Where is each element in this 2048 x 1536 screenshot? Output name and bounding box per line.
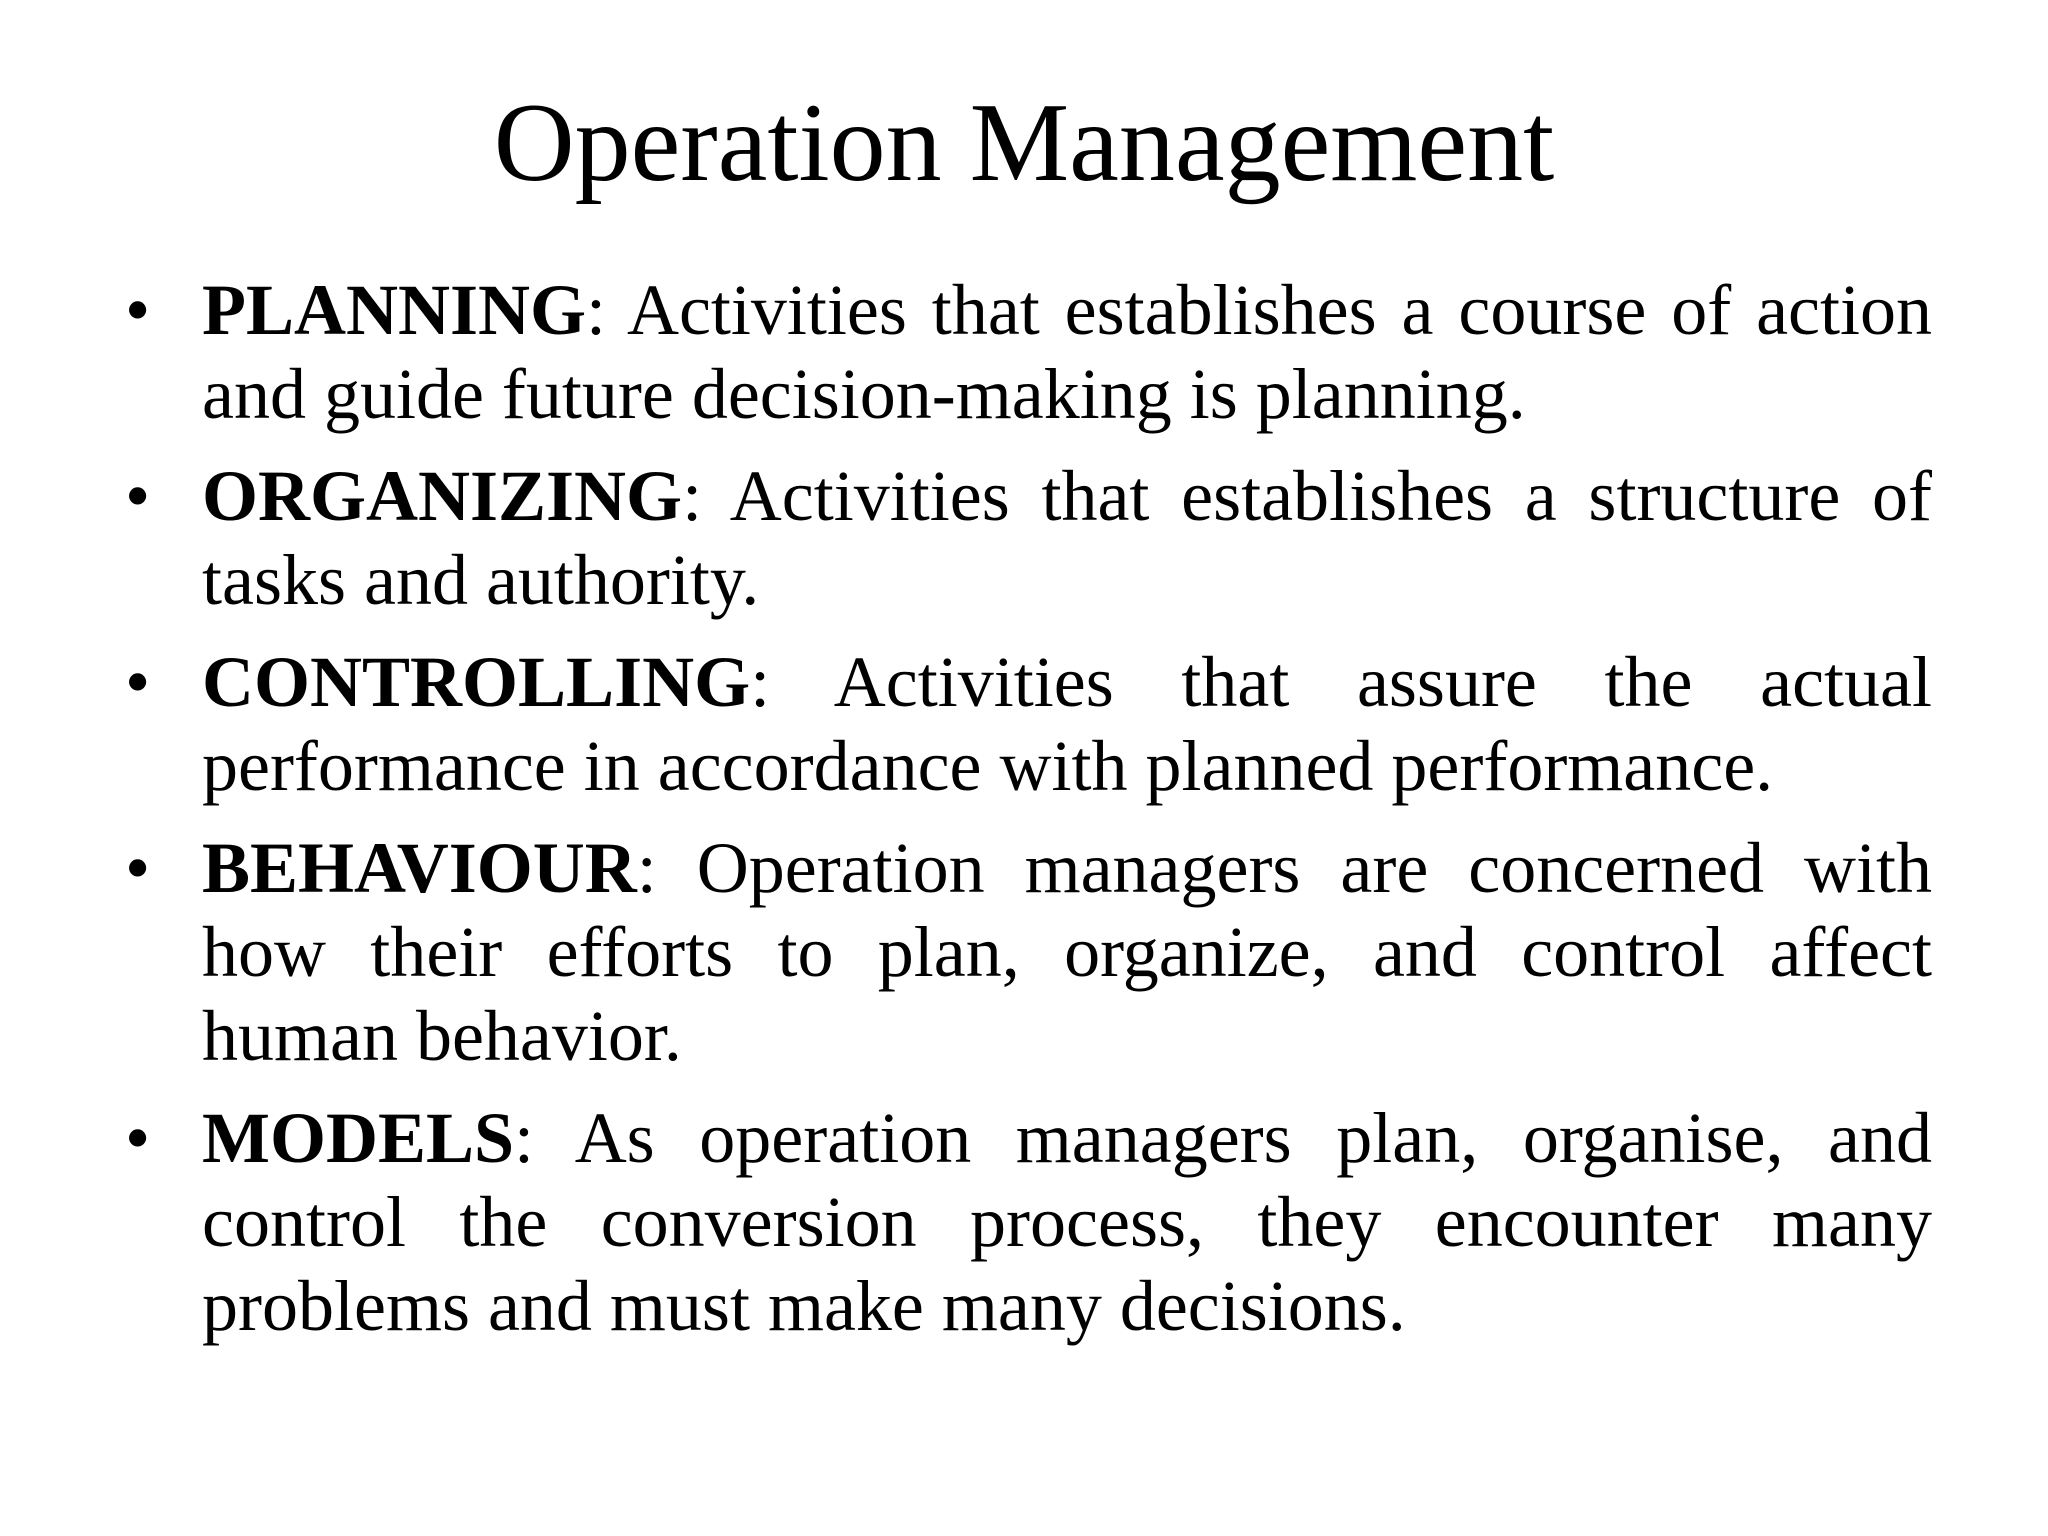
bullet-icon: • (125, 828, 151, 908)
bullet-text: As operation managers plan, organise, and control the conversion process, they encounter many problems and must make many decisions. (202, 1098, 1932, 1346)
bullet-separator: : (514, 1098, 535, 1178)
bullet-term: PLANNING (202, 270, 587, 350)
bullet-item-controlling (120, 640, 1932, 808)
bullet-term: BEHAVIOUR (202, 828, 637, 908)
bullet-separator: : (636, 828, 657, 908)
bullet-text: Activities that establishes a course of action and guide future decision-making is planning. (202, 270, 1932, 434)
bullet-icon: • (125, 270, 151, 350)
bullet-term: MODELS (202, 1098, 515, 1178)
bullet-term: CONTROLLING (202, 642, 751, 722)
bullet-text: Operation managers are concerned with how their efforts to plan, organize, and control affect human behavior. (202, 828, 1932, 1076)
bullet-item-models (120, 1096, 1932, 1348)
bullet-text: Activities that assure the actual performance in accordance with planned performance. (202, 642, 1932, 806)
slide-title: Operation Management (493, 81, 1555, 205)
bullet-separator: : (586, 270, 607, 350)
bullet-icon: • (125, 642, 151, 722)
bullet-text: Activities that establishes a structure of tasks and authority. (202, 456, 1932, 620)
bullet-separator: : (682, 456, 703, 536)
bullet-item-behaviour (120, 826, 1932, 1078)
bullet-separator: : (750, 642, 771, 722)
bullet-item-organizing (120, 454, 1932, 622)
bullet-icon: • (125, 456, 151, 536)
bullet-list (120, 268, 1932, 1366)
bullet-item-planning (120, 268, 1932, 436)
bullet-term: ORGANIZING (202, 456, 683, 536)
bullet-icon: • (125, 1098, 151, 1178)
